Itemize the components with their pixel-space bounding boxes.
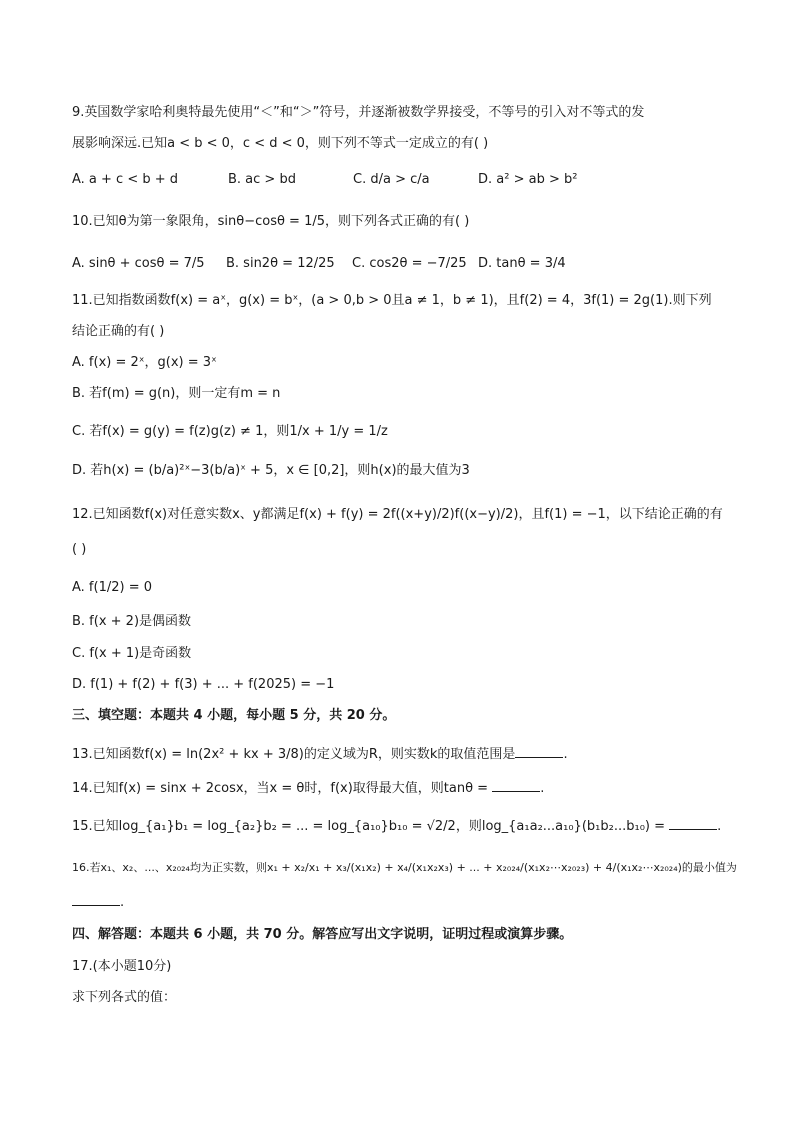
q12-line1: 12.已知函数f(x)对任意实数x、y都满足f(x) + f(y) = 2f((x+y)/2)f((x−y)/2)，且f(1) = −1，以下结论正确的有	[72, 507, 723, 522]
q14-text: 14.已知f(x) = sinx + 2cosx，当x = θ时，f(x)取得最大值，则tanθ =	[72, 781, 493, 796]
q10-option-a: A. sinθ + cosθ = 7/5	[72, 256, 205, 271]
q11-option-c: C. 若f(x) = g(y) = f(z)g(z) ≠ 1，则1/x + 1/y = 1/z	[72, 424, 388, 439]
q16-line2	[72, 893, 124, 913]
q9-line2: 展影响深远.已知a < b < 0，c < d < 0，则下列不等式一定成立的有( )	[72, 136, 489, 151]
q12-line2: ( )	[72, 542, 87, 557]
q15	[72, 817, 721, 837]
q9-line1: 9.英国数学家哈利奥特最先使用“＜”和“＞”符号，并逐渐被数学界接受，不等号的引入对不等式的发	[72, 105, 645, 120]
section-3-header: 三、填空题：本题共 4 小题，每小题 5 分，共 20 分。	[72, 708, 396, 723]
q14-end: .	[540, 781, 545, 796]
q9-option-a: A. a + c < b + d	[72, 172, 179, 187]
q12-option-b: B. f(x + 2)是偶函数	[72, 614, 192, 629]
section-4-header: 四、解答题：本题共 6 小题，共 70 分。解答应写出文字说明，证明过程或演算步骤。	[72, 927, 573, 942]
q10-option-b: B. sin2θ = 12/25	[226, 256, 335, 271]
q10-option-d: D. tanθ = 3/4	[478, 256, 566, 271]
q15-text: 15.已知log_{a₁}b₁ = log_{a₂}b₂ = ... = log_{a₁₀}b₁₀ = √2/2，则log_{a₁a₂...a₁₀}(b₁b₂...b₁₀) =	[72, 819, 670, 834]
q16-answer-blank[interactable]	[72, 893, 120, 906]
q12-option-d: D. f(1) + f(2) + f(3) + ... + f(2025) = −1	[72, 677, 335, 692]
q12-option-c: C. f(x + 1)是奇函数	[72, 646, 192, 661]
q10-line1: 10.已知θ为第一象限角，sinθ−cosθ = 1/5，则下列各式正确的有( )	[72, 214, 470, 229]
q16-end: .	[120, 895, 125, 910]
q11-option-d: D. 若h(x) = (b/a)²ˣ−3(b/a)ˣ + 5，x ∈ [0,2]，则h(x)的最大值为3	[72, 463, 470, 478]
q13-end: .	[563, 747, 568, 762]
q9-option-b: B. ac > bd	[228, 172, 296, 187]
q14	[72, 779, 544, 799]
q16-line1: 16.若x₁、x₂、...、x₂₀₂₄均为正实数，则x₁ + x₂/x₁ + x₃/(x₁x₂) + x₄/(x₁x₂x₃) + ... + x₂₀₂₄/(x₁x₂⋯x₂₀₂₃) + 4/(x₁x₂⋯x₂₀₂₄)的最小值为	[72, 861, 737, 874]
q13	[72, 745, 568, 765]
q12-option-a: A. f(1/2) = 0	[72, 580, 152, 595]
q9-option-d: D. a² > ab > b²	[478, 172, 578, 187]
q9-option-c: C. d/a > c/a	[353, 172, 430, 187]
q15-end: .	[717, 819, 722, 834]
q14-answer-blank[interactable]	[492, 779, 540, 792]
q11-line2: 结论正确的有( )	[72, 324, 165, 339]
q11-line1: 11.已知指数函数f(x) = aˣ，g(x) = bˣ，(a > 0,b > 0且a ≠ 1，b ≠ 1)，且f(2) = 4，3f(1) = 2g(1).则下列	[72, 293, 712, 308]
q11-option-b: B. 若f(m) = g(n)，则一定有m = n	[72, 386, 281, 401]
q11-option-a: A. f(x) = 2ˣ，g(x) = 3ˣ	[72, 355, 217, 370]
q17-title: 17.(本小题10分)	[72, 959, 172, 974]
q13-answer-blank[interactable]	[515, 745, 563, 758]
q17-prompt: 求下列各式的值：	[72, 990, 177, 1005]
q15-answer-blank[interactable]	[669, 817, 717, 830]
q13-text: 13.已知函数f(x) = ln(2x² + kx + 3/8)的定义域为R，则实数k的取值范围是	[72, 747, 516, 762]
q10-option-c: C. cos2θ = −7/25	[352, 256, 467, 271]
